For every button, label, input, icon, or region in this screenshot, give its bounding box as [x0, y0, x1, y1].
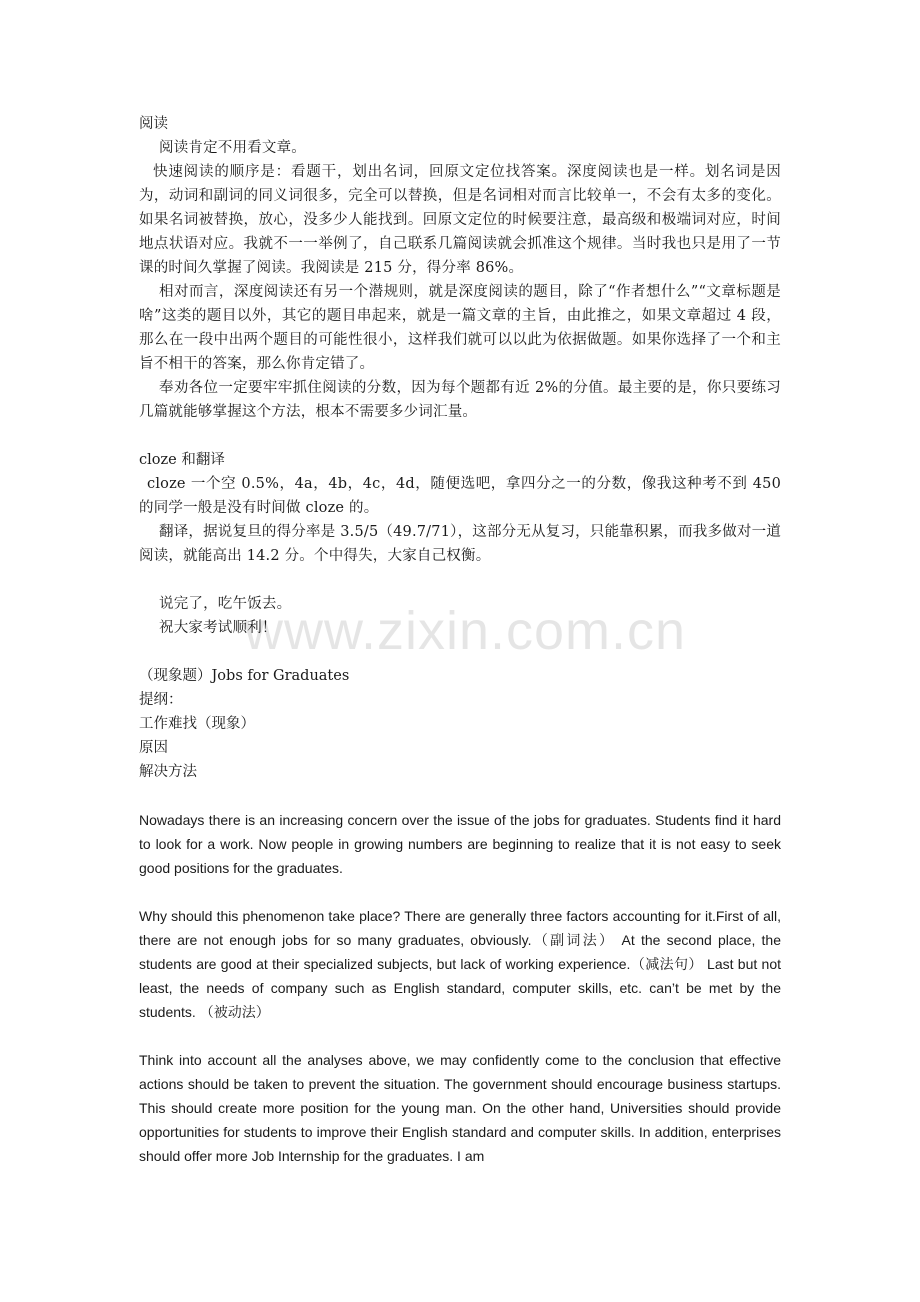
outline-item: 原因	[139, 740, 168, 756]
reading-paragraph-3: 相对而言，深度阅读还有另一个潜规则，就是深度阅读的题目，除了“作者想什么”“文章标题是啥”这类的题目以外，其它的题目串起来，就是一篇文章的主旨，由此推之，如果文章超过 4 段，那么在一段中出两个题目的可能性很小，这样我们就可以以此为依据做题。如果你选择了一个和主旨不相干的答案，那么你肯定错了。	[139, 284, 781, 372]
spacer	[139, 880, 781, 904]
spacer	[139, 568, 781, 592]
closing-line-2: 祝大家考试顺利！	[159, 620, 277, 636]
spacer	[139, 1024, 781, 1048]
translation-paragraph: 翻译，据说复旦的得分率是 3.5/5（49.7/71），这部分无从复习，只能靠积累，而我多做对一道阅读，就能高出 14.2 分。个中得失，大家自己权衡。	[139, 524, 781, 564]
reading-paragraph-2: 快速阅读的顺序是：看题干，划出名词，回原文定位找答案。深度阅读也是一样。划名词是因为，动词和副词的同义词很多，完全可以替换，但是名词相对而言比较单一，不会有太多的变化。如果名词被替换，放心，没多少人能找到。回原文定位的时候要注意，最高级和极端词对应，时间地点状语对应。我就不一一举例了，自己联系几篇阅读就会抓准这个规律。当时我也只是用了一节课的时间久掌握了阅读。我阅读是 215 分，得分率 86%。	[139, 164, 781, 276]
cloze-paragraph: cloze 一个空 0.5%，4a，4b，4c，4d，随便选吧，拿四分之一的分数，像我这种考不到 450 的同学一般是没有时间做 cloze 的。	[139, 476, 781, 516]
spacer	[139, 784, 781, 808]
essay-title: （现象题）Jobs for Graduates	[139, 668, 350, 684]
spacer	[139, 424, 781, 448]
document-body	[139, 112, 781, 1168]
closing-line-1: 说完了，吃午饭去。	[159, 596, 292, 612]
essay-paragraph-1: Nowadays there is an increasing concern over the issue of the jobs for graduates. Students find it hard to look for a work. Now people in growing numbers are beginning to realize that it is not easy to seek good positions for the graduates.	[139, 812, 781, 876]
cloze-heading: cloze 和翻译	[139, 452, 225, 468]
outline-item: 工作难找（现象）	[139, 716, 255, 732]
essay-paragraph-3: Think into account all the analyses above, we may confidently come to the conclusion that effective actions should be taken to prevent the situation. The government should encourage business startups. This should create more position for the young man. On the other hand, Universities should provide opportunities for students to improve their English standard and computer skills. In addition, enterprises should offer more Job Internship for the graduates. I am	[139, 1052, 781, 1164]
outline-label: 提纲：	[139, 692, 183, 708]
essay-paragraph-2: Why should this phenomenon take place? There are generally three factors accounting for it.First of all, there are not enough jobs for so many graduates, obviously.（副词法） At the second place, the students are good at their specialized subjects, but lack of working experience.（减法句） Last but not least, the needs of company such as English standard, computer skills, etc. can’t be met by the students. （被动法）	[139, 908, 781, 1020]
outline-item: 解决方法	[139, 764, 197, 780]
watermark: www.zixin.com.cn	[243, 601, 687, 661]
reading-paragraph-4: 奉劝各位一定要牢牢抓住阅读的分数，因为每个题都有近 2%的分值。最主要的是，你只要练习几篇就能够掌握这个方法，根本不需要多少词汇量。	[139, 380, 781, 420]
spacer	[139, 640, 781, 664]
reading-heading: 阅读	[139, 116, 168, 132]
reading-paragraph-1: 阅读肯定不用看文章。	[159, 140, 306, 156]
